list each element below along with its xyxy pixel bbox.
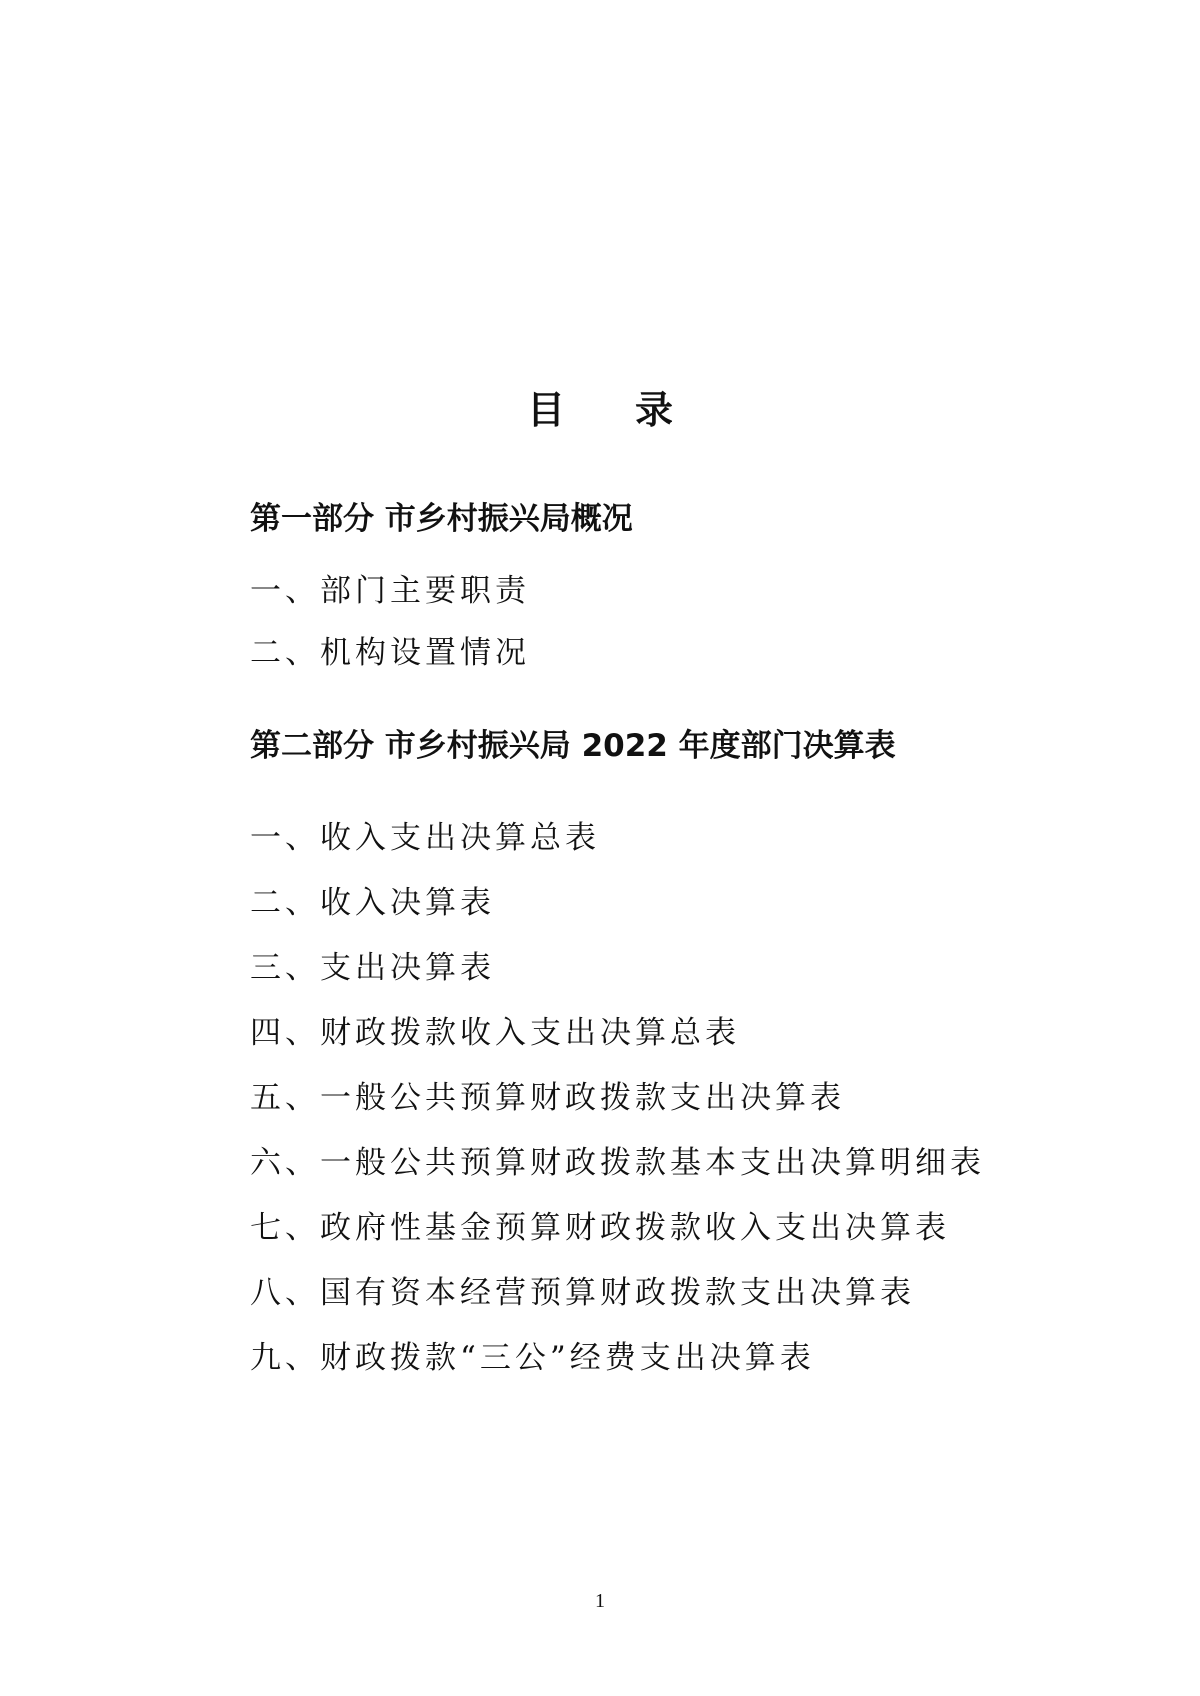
- toc-item-income-table[interactable]: 二、收入决算表: [250, 885, 495, 921]
- toc-item-general-budget-expenditure[interactable]: 五、一般公共预算财政拨款支出决算表: [250, 1080, 845, 1116]
- toc-item-general-budget-basic-detail[interactable]: 六、一般公共预算财政拨款基本支出决算明细表: [250, 1145, 985, 1181]
- toc-item-organization-setup[interactable]: 二、机构设置情况: [250, 635, 530, 671]
- part-two-heading: 第二部分 市乡村振兴局 2022 年度部门决算表: [250, 728, 896, 764]
- toc-item-government-fund-budget[interactable]: 七、政府性基金预算财政拨款收入支出决算表: [250, 1210, 950, 1246]
- page-number: 1: [595, 1590, 605, 1612]
- toc-item-fiscal-allocation-summary[interactable]: 四、财政拨款收入支出决算总表: [250, 1015, 740, 1051]
- toc-item-expenditure-table[interactable]: 三、支出决算表: [250, 950, 495, 986]
- toc-title-char-1: 目: [526, 388, 565, 432]
- toc-item-three-public-expenses[interactable]: 九、财政拨款“三公”经费支出决算表: [250, 1340, 815, 1376]
- toc-title: [0, 385, 1200, 435]
- toc-item-department-duties[interactable]: 一、部门主要职责: [250, 573, 530, 609]
- part-one-heading: 第一部分 市乡村振兴局概况: [250, 501, 633, 537]
- toc-title-char-2: 录: [635, 388, 674, 432]
- toc-item-state-capital-budget[interactable]: 八、国有资本经营预算财政拨款支出决算表: [250, 1275, 915, 1311]
- toc-item-income-expenditure-summary[interactable]: 一、收入支出决算总表: [250, 820, 600, 856]
